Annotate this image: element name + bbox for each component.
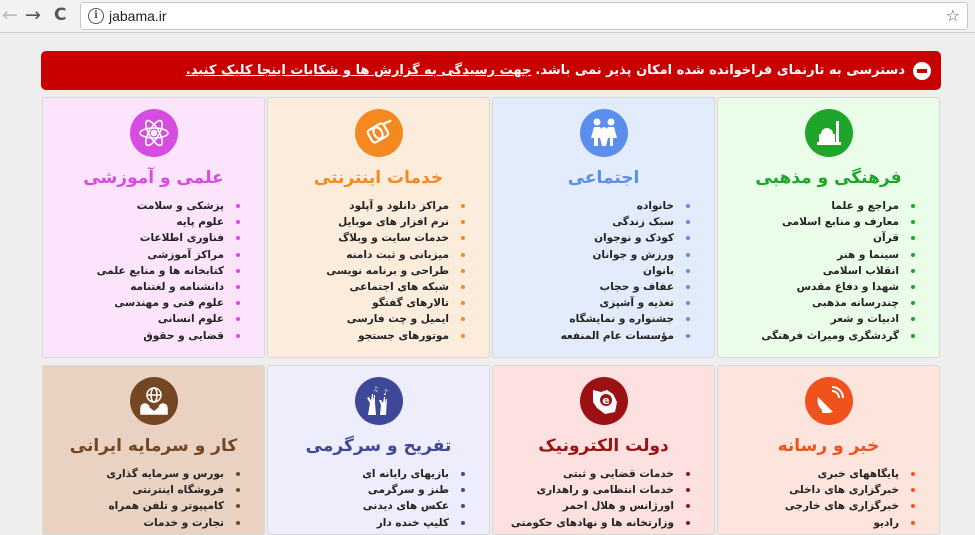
category-link[interactable]: علوم فنی و مهندسی — [43, 295, 240, 311]
category-title[interactable]: خبر و رسانه — [777, 436, 880, 456]
svg-text:♫: ♫ — [372, 386, 378, 393]
category-link[interactable]: پایگاههای خبری — [718, 466, 915, 482]
category-link[interactable]: خدمات سایت و وبلاگ — [268, 230, 465, 246]
category-link[interactable]: ادبیات و شعر — [718, 311, 915, 327]
category-link[interactable]: تجارت و خدمات — [43, 515, 240, 531]
category-links — [268, 466, 489, 531]
back-button[interactable]: ← — [2, 4, 18, 26]
banner-text: دسترسی به تارنمای فراخوانده شده امکان پذیر نمی باشد. — [535, 63, 905, 78]
forward-button[interactable]: → — [25, 4, 41, 26]
category-links — [718, 198, 939, 344]
category-links — [493, 198, 714, 344]
url-text[interactable]: jabama.ir — [109, 8, 167, 24]
category-link[interactable]: عکس های دیدنی — [268, 498, 465, 514]
category-link[interactable]: گردشگری ومیراث فرهنگی — [718, 328, 915, 344]
blocked-banner — [41, 51, 941, 90]
browser-toolbar — [0, 0, 975, 33]
category-links — [43, 198, 264, 344]
category-link[interactable]: شهدا و دفاع مقدس — [718, 279, 915, 295]
category-link[interactable]: کامپیوتر و تلفن همراه — [43, 498, 240, 514]
category-link[interactable]: موتورهای جستجو — [268, 328, 465, 344]
category-link[interactable]: جشنواره و نمایشگاه — [493, 311, 690, 327]
svg-text:e: e — [601, 394, 610, 407]
category-title[interactable]: علمی و آموزشی — [83, 168, 224, 188]
category-link[interactable]: مراکز آموزشی — [43, 247, 240, 263]
raised-hands-icon[interactable] — [355, 377, 403, 425]
category-link[interactable]: میزبانی و ثبت دامنه — [268, 247, 465, 263]
category-link[interactable]: وزارتخانه ها و نهادهای حکومتی — [493, 515, 690, 531]
mouse-icon[interactable] — [355, 109, 403, 157]
category-link[interactable]: نرم افزار های موبایل — [268, 214, 465, 230]
category-links — [718, 466, 939, 531]
category-card — [717, 365, 940, 535]
category-link[interactable]: بورس و سرمایه گذاری — [43, 466, 240, 482]
category-title[interactable]: تفریح و سرگرمی — [305, 436, 452, 456]
category-link[interactable]: تغذیه و آشپزی — [493, 295, 690, 311]
category-link[interactable]: مؤسسات عام المنفعه — [493, 328, 690, 344]
category-link[interactable]: دانشنامه و لغتنامه — [43, 279, 240, 295]
category-title[interactable]: دولت الکترونیک — [538, 436, 669, 456]
category-link[interactable]: خدمات انتظامی و راهداری — [493, 482, 690, 498]
category-link[interactable]: بازیهای رایانه ای — [268, 466, 465, 482]
category-link[interactable]: فناوری اطلاعات — [43, 230, 240, 246]
category-links — [43, 466, 264, 531]
category-title[interactable]: فرهنگی و مذهبی — [755, 168, 902, 188]
report-link[interactable]: جهت رسیدگی به گزارش ها و شکایات اینجا کلیک کنید. — [185, 63, 532, 78]
category-card — [717, 97, 940, 358]
info-icon[interactable]: i — [88, 8, 104, 24]
category-link[interactable]: انقلاب اسلامی — [718, 263, 915, 279]
category-link[interactable]: قضایی و حقوق — [43, 328, 240, 344]
category-card — [42, 97, 265, 358]
business-globe-icon[interactable] — [130, 377, 178, 425]
reload-button[interactable]: C — [54, 5, 67, 25]
satellite-dish-icon[interactable] — [805, 377, 853, 425]
category-link[interactable]: طراحی و برنامه نویسی — [268, 263, 465, 279]
category-link[interactable]: ورزش و جوانان — [493, 247, 690, 263]
category-link[interactable]: خدمات قضایی و ثبتی — [493, 466, 690, 482]
atom-icon[interactable] — [130, 109, 178, 157]
category-link[interactable]: قرآن — [718, 230, 915, 246]
category-link[interactable]: پزشکی و سلامت — [43, 198, 240, 214]
category-link[interactable]: کلیپ خنده دار — [268, 515, 465, 531]
category-link[interactable]: کتابخانه ها و منابع علمی — [43, 263, 240, 279]
iran-e-icon[interactable] — [580, 377, 628, 425]
category-card — [492, 97, 715, 358]
category-link[interactable]: خانواده — [493, 198, 690, 214]
category-title[interactable]: کار و سرمایه ایرانی — [69, 436, 238, 456]
category-link[interactable]: عفاف و حجاب — [493, 279, 690, 295]
category-link[interactable]: بانوان — [493, 263, 690, 279]
category-card — [42, 365, 265, 535]
bookmark-star-icon[interactable]: ☆ — [945, 6, 960, 25]
category-link[interactable]: مراکز دانلود و آپلود — [268, 198, 465, 214]
category-link[interactable]: فروشگاه اینترنتی — [43, 482, 240, 498]
category-link[interactable]: علوم انسانی — [43, 311, 240, 327]
category-link[interactable]: اورژانس و هلال احمر — [493, 498, 690, 514]
svg-text:♪: ♪ — [382, 388, 388, 397]
category-card — [492, 365, 715, 535]
category-link[interactable]: خبرگزاری های داخلی — [718, 482, 915, 498]
category-title[interactable]: خدمات اینترنتی — [313, 168, 444, 188]
category-link[interactable]: سینما و هنر — [718, 247, 915, 263]
category-card — [267, 365, 490, 535]
category-link[interactable]: شبکه های اجتماعی — [268, 279, 465, 295]
category-title[interactable]: اجتماعی — [567, 168, 640, 188]
mosque-icon[interactable] — [805, 109, 853, 157]
address-bar[interactable] — [80, 2, 968, 30]
category-card — [267, 97, 490, 358]
category-links — [493, 466, 714, 531]
category-link[interactable]: مراجع و علما — [718, 198, 915, 214]
category-link[interactable]: چندرسانه مذهبی — [718, 295, 915, 311]
category-link[interactable]: رادیو — [718, 515, 915, 531]
category-link[interactable]: علوم پایه — [43, 214, 240, 230]
category-link[interactable]: کودک و نوجوان — [493, 230, 690, 246]
category-links — [268, 198, 489, 344]
family-icon[interactable] — [580, 109, 628, 157]
category-link[interactable]: خبرگزاری های خارجی — [718, 498, 915, 514]
category-link[interactable]: ایمیل و چت فارسی — [268, 311, 465, 327]
category-link[interactable]: معارف و منابع اسلامی — [718, 214, 915, 230]
category-link[interactable]: سبک زندگی — [493, 214, 690, 230]
category-link[interactable]: تالارهای گفتگو — [268, 295, 465, 311]
minus-circle-icon — [913, 62, 931, 80]
category-link[interactable]: طنز و سرگرمی — [268, 482, 465, 498]
